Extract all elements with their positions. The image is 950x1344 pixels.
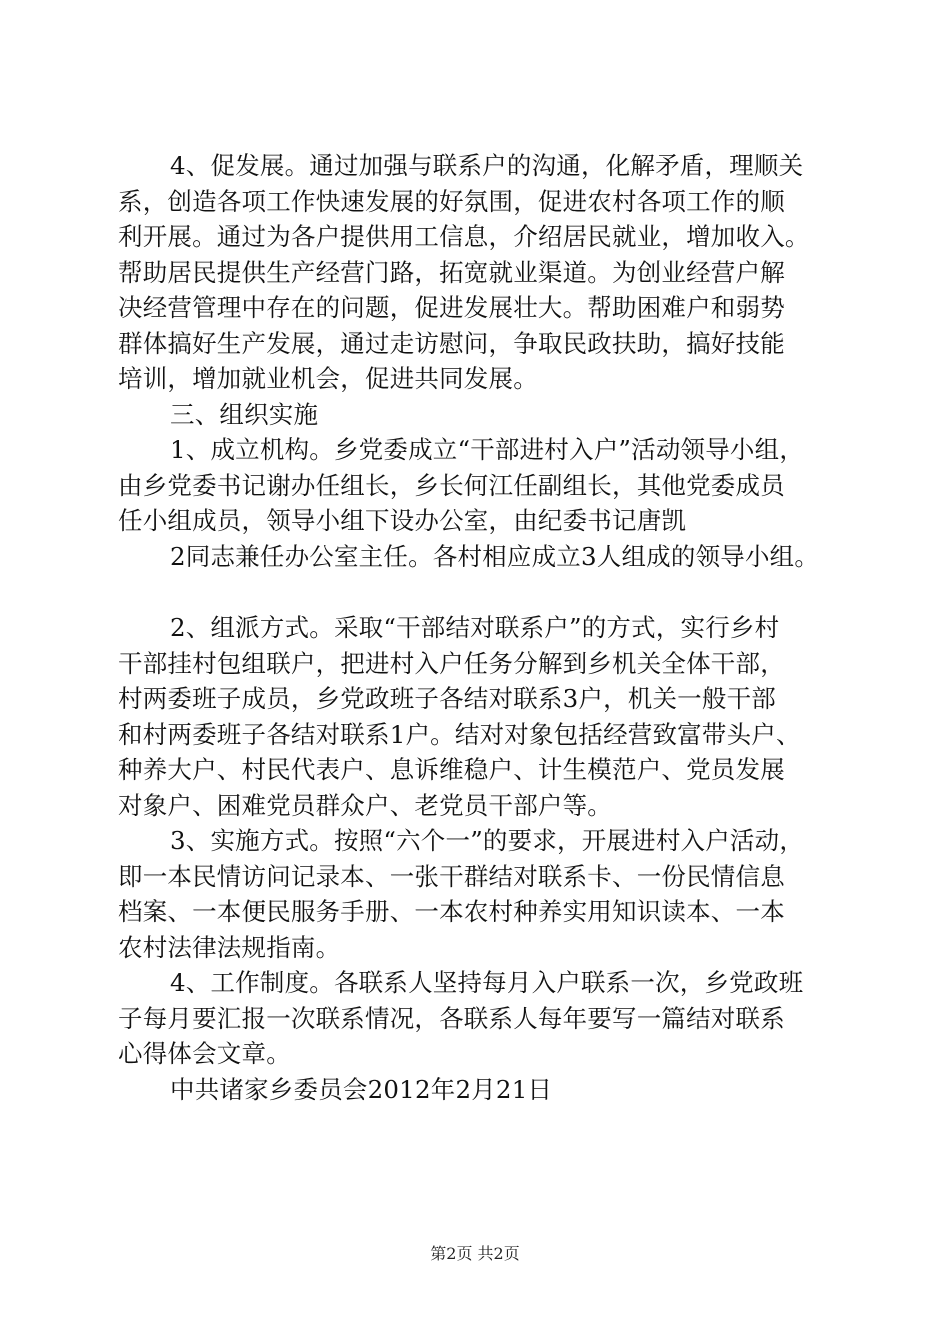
paragraph-assignment-method-line-2: 干部挂村包组联户，把进村入户任务分解到乡机关全体干部，: [118, 648, 785, 678]
paragraph-implementation-method-line-2: 即一本民情访问记录本、一张干群结对联系卡、一份民情信息: [118, 861, 785, 891]
paragraph-promote-development-line-2: 系，创造各项工作快速发展的好氛围，促进农村各项工作的顺: [118, 186, 785, 216]
paragraph-implementation-method-line-1: 3、实施方式。按照“六个一”的要求，开展进村入户活动，: [170, 826, 805, 855]
paragraph-assignment-method-line-3: 村两委班子成员，乡党政班子各结对联系3户，机关一般干部: [118, 684, 776, 713]
paragraph-assignment-method-line-1: 2、组派方式。采取“干部结对联系户”的方式，实行乡村: [170, 613, 780, 642]
paragraph-implementation-method-line-3: 档案、一本便民服务手册、一本农村种养实用知识读本、一本: [118, 897, 785, 926]
paragraph-promote-development-line-7: 培训，增加就业机会，促进共同发展。: [118, 364, 538, 393]
paragraph-establish-organization-line-1: 1、成立机构。乡党委成立“干部进村入户”活动领导小组，: [170, 435, 805, 464]
paragraph-promote-development-line-5: 决经营管理中存在的问题，促进发展壮大。帮助困难户和弱势: [118, 293, 785, 322]
document-body: [118, 148, 853, 1107]
paragraph-promote-development-line-3: 利开展。通过为各户提供用工信息，介绍居民就业，增加收入。: [118, 222, 810, 251]
paragraph-work-system-line-3: 心得体会文章。: [118, 1039, 291, 1068]
paragraph-assignment-method-line-4: 和村两委班子各结对联系1户。结对对象包括经营致富带头户、: [118, 719, 801, 749]
signature-date-line: 中共诸家乡委员会2012年2月21日: [170, 1074, 553, 1104]
paragraph-promote-development-line-1: 4、促发展。通过加强与联系户的沟通，化解矛盾，理顺关: [170, 151, 804, 180]
paragraph-assignment-method-line-6: 对象户、困难党员群众户、老党员干部户等。: [118, 790, 612, 820]
paragraph-establish-organization-line-3: 任小组成员，领导小组下设办公室，由纪委书记唐凯: [118, 506, 687, 535]
paragraph-implementation-method-line-4: 农村法律法规指南。: [118, 932, 341, 962]
paragraph-establish-organization-line-4: 2同志兼任办公室主任。各村相应成立3人组成的领导小组。: [170, 541, 820, 571]
paragraph-work-system-line-1: 4、工作制度。各联系人坚持每月入户联系一次，乡党政班: [170, 968, 804, 997]
section-heading-organization: 三、组织实施: [170, 399, 319, 429]
paragraph-promote-development-line-4: 帮助居民提供生产经营门路，拓宽就业渠道。为创业经营户解: [118, 257, 785, 287]
page-number-footer: 第2页 共2页: [430, 1244, 520, 1263]
paragraph-assignment-method-line-5: 种养大户、村民代表户、息诉维稳户、计生模范户、党员发展: [118, 755, 785, 784]
paragraph-promote-development-line-6: 群体搞好生产发展，通过走访慰问，争取民政扶助，搞好技能: [118, 328, 785, 358]
paragraph-establish-organization-line-2: 由乡党委书记谢办任组长，乡长何江任副组长，其他党委成员: [118, 470, 785, 500]
paragraph-work-system-line-2: 子每月要汇报一次联系情况，各联系人每年要写一篇结对联系: [118, 1003, 785, 1033]
paragraph-gap: [118, 574, 853, 610]
